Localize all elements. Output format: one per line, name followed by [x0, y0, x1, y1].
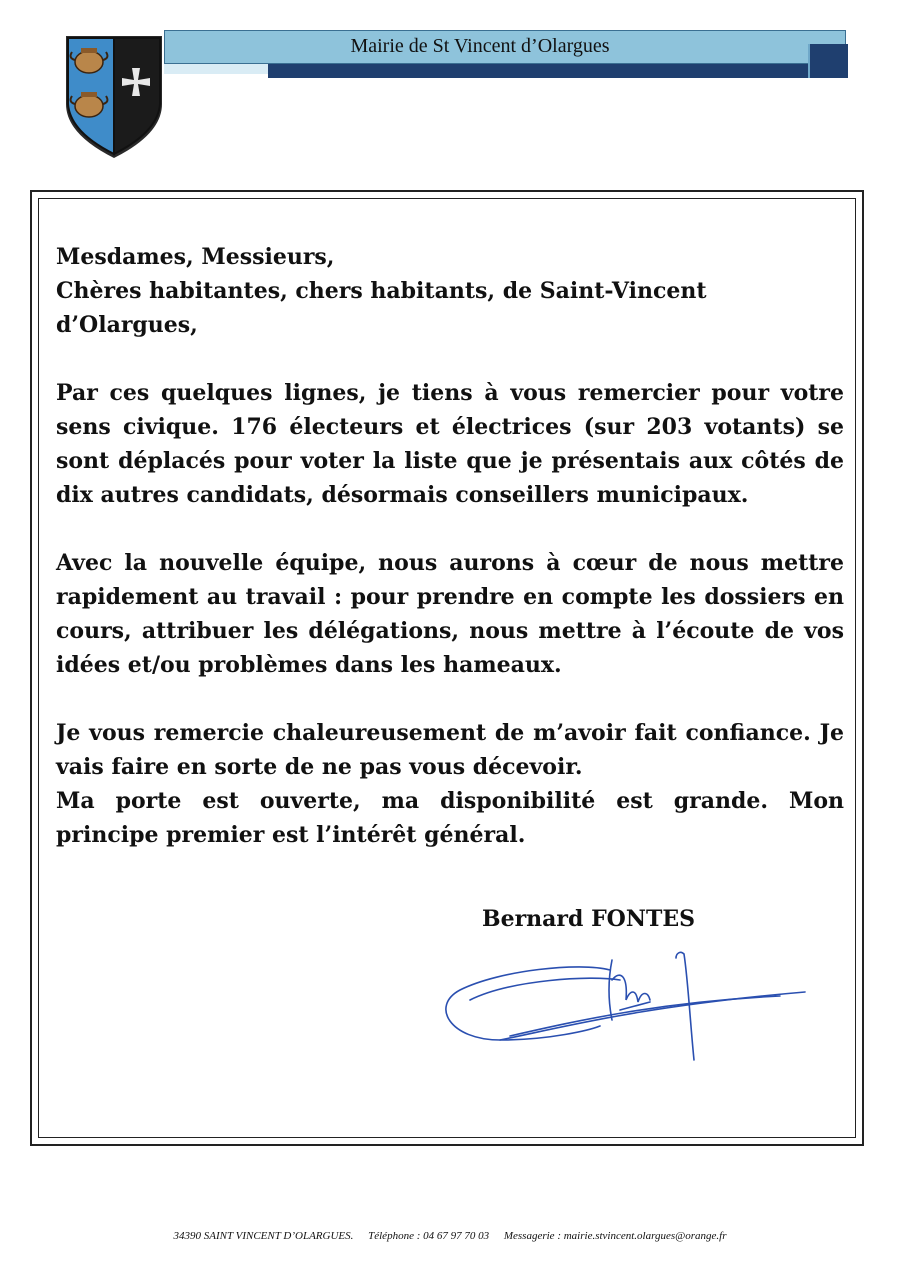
signature-icon: [440, 940, 810, 1065]
letter-paragraph: Avec la nouvelle équipe, nous aurons à cœur de nous mettre rapidement au travail : pour prendre en compte les dossiers en cours, attribuer les délégations, nous mettre à l’écoute de vos idées et/ou problèmes dans les hameaux.: [56, 550, 844, 678]
footer-email: Messagerie : mairie.stvincent.olargues@orange.fr: [503, 1230, 727, 1242]
salutation-line: Mesdames, Messieurs,: [56, 244, 335, 270]
salutation-line: Chères habitantes, chers habitants, de Saint-Vincent d’Olargues,: [56, 278, 707, 338]
signatory-name: Bernard FONTES: [482, 906, 695, 932]
footer-phone: Téléphone : 04 67 97 70 03: [368, 1230, 490, 1242]
footer: [0, 1230, 900, 1242]
letter-paragraph: Par ces quelques lignes, je tiens à vous remercier pour votre sens civique. 176 électeurs et électrices (sur 203 votants) se sont déplacés pour voter la liste que je présentais aux côtés de dix autres candidats, désormais conseillers municipaux.: [56, 380, 844, 508]
coat-of-arms-icon: [62, 34, 166, 160]
letter-paragraph: Ma porte est ouverte, ma disponibilité est grande. Mon principe premier est l’intérêt général.: [56, 788, 844, 848]
footer-address: 34390 SAINT VINCENT D’OLARGUES.: [173, 1230, 354, 1242]
letter-paragraph: Je vous remercie chaleureusement de m’avoir fait confiance. Je vais faire en sorte de ne pas vous décevoir.: [56, 720, 844, 780]
page-title: Mairie de St Vincent d’Olargues: [350, 35, 610, 57]
letter-body: [56, 240, 844, 852]
header-accent: [164, 64, 268, 74]
header-bar: [164, 30, 846, 64]
header-underline: [268, 64, 846, 78]
header-square: [808, 44, 848, 78]
